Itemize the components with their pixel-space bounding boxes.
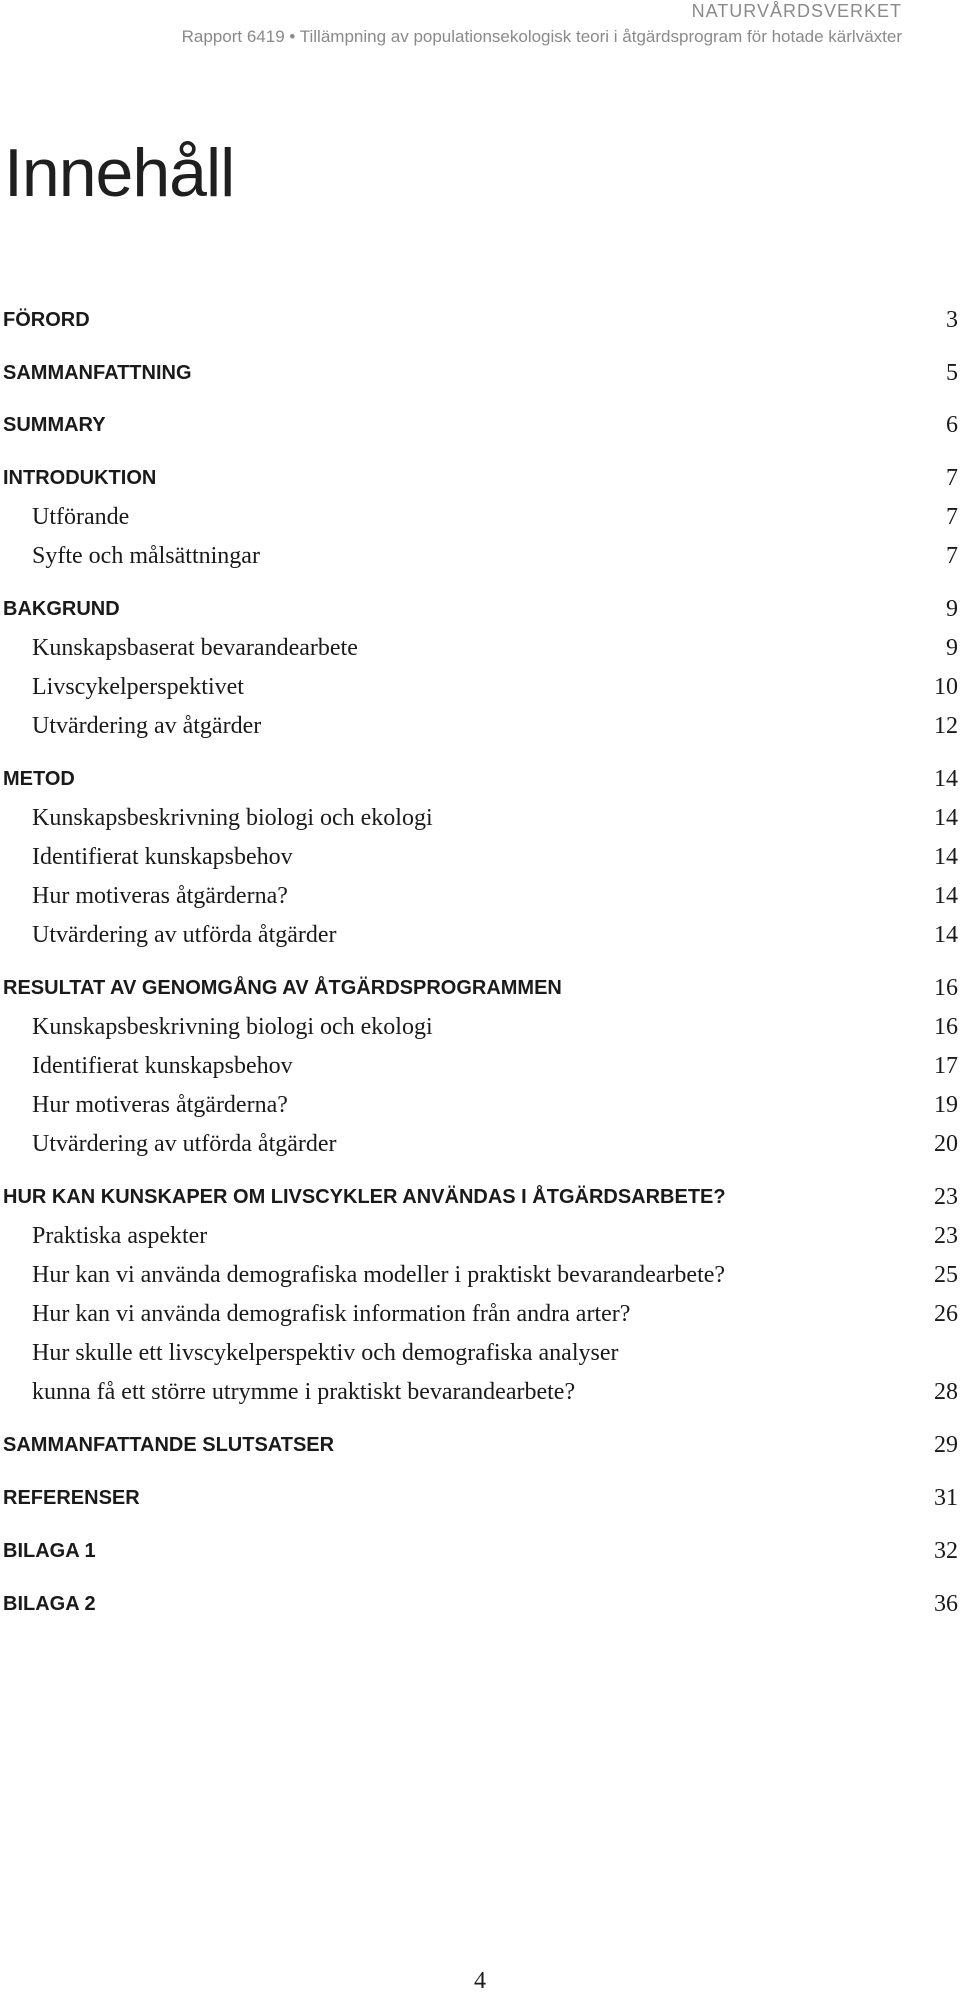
toc-section-entry [0,1428,960,1462]
toc-entry-page: 14 [934,805,958,831]
toc-entry-title: Praktiska aspekter [32,1223,208,1249]
toc-entry-title: Hur motiveras åtgärderna? [32,883,288,909]
toc-section-entry [0,303,960,337]
toc-subsection-entry [0,1375,960,1409]
toc-entry-page: 7 [946,543,958,569]
toc-entry-page: 26 [934,1301,958,1327]
toc-subsection-entry [0,1219,960,1253]
toc-section-entry [0,971,960,1005]
toc-subsection-entry [0,1127,960,1161]
page-header [182,0,902,52]
toc-section-entry [0,1534,960,1568]
toc-entry-title: Livscykelperspektivet [32,674,244,700]
toc-section-entry [0,1481,960,1515]
toc-entry-page: 32 [934,1538,958,1564]
toc-entry-page: 7 [946,465,958,491]
toc-subsection-entry [0,670,960,704]
toc-entry-title: HUR KAN KUNSKAPER OM LIVSCYKLER ANVÄNDAS I ÅTGÄRDSARBETE? [3,1186,726,1208]
toc-entry-page: 3 [946,307,958,333]
toc-subsection-entry [0,1049,960,1083]
toc-entry-page: 28 [934,1379,958,1405]
toc-subsection-entry [0,1297,960,1331]
toc-subsection-entry [0,879,960,913]
toc-section-entry [0,1180,960,1214]
toc-entry-title: Kunskapsbaserat bevarandearbete [32,635,358,661]
toc-entry-page: 20 [934,1131,958,1157]
toc-entry-page: 29 [934,1432,958,1458]
toc-subsection-entry [0,1336,960,1370]
toc-entry-title: Hur kan vi använda demografiska modeller i praktiskt bevarandearbete? [32,1262,726,1288]
toc-subsection-entry [0,801,960,835]
toc-entry-page: 14 [934,844,958,870]
toc-entry-page: 14 [934,766,958,792]
toc-subsection-entry [0,840,960,874]
page-number: 4 [474,1968,486,1994]
toc-entry-page: 14 [934,922,958,948]
toc-entry-title: Hur motiveras åtgärderna? [32,1092,288,1118]
toc-entry-page: 5 [946,360,958,386]
toc-entry-title: INTRODUKTION [3,467,157,489]
toc-section-entry [0,592,960,626]
toc-entry-title: RESULTAT AV GENOMGÅNG AV ÅTGÄRDSPROGRAMMEN [3,977,562,999]
toc-entry-title: REFERENSER [3,1487,140,1509]
toc-section-entry [0,356,960,390]
toc-subsection-entry [0,631,960,665]
toc-entry-page: 7 [946,504,958,530]
toc-entry-title: Kunskapsbeskrivning biologi och ekologi [32,805,433,831]
toc-subsection-entry [0,500,960,534]
toc-entry-title: BILAGA 2 [3,1593,96,1615]
organization-name: NATURVÅRDSVERKET [691,1,902,21]
toc-section-entry [0,1587,960,1621]
toc-entry-page: 23 [934,1184,958,1210]
report-title: Rapport 6419 • Tillämpning av populationsekologisk teori i åtgärdsprogram för hotade kärlväxter [181,27,902,46]
toc-entry-title: Utförande [32,504,130,530]
toc-entry-page: 10 [934,674,958,700]
toc-subsection-entry [0,918,960,952]
toc-entry-page: 16 [934,1014,958,1040]
toc-entry-page: 19 [934,1092,958,1118]
toc-entry-title: kunna få ett större utrymme i praktiskt bevarandearbete? [32,1379,576,1405]
toc-section-entry [0,408,960,442]
toc-entry-title: Utvärdering av utförda åtgärder [32,1131,337,1157]
toc-entry-page: 9 [946,596,958,622]
toc-subsection-entry [0,709,960,743]
toc-entry-title: BAKGRUND [3,598,120,620]
toc-section-entry [0,461,960,495]
toc-entry-page: 9 [946,635,958,661]
toc-entry-title: Hur skulle ett livscykelperspektiv och demografiska analyser [32,1340,619,1366]
toc-entry-title: Kunskapsbeskrivning biologi och ekologi [32,1014,433,1040]
toc-entry-title: Syfte och målsättningar [32,543,260,569]
toc-subsection-entry [0,1088,960,1122]
toc-entry-title: BILAGA 1 [3,1540,96,1562]
toc-entry-page: 16 [934,975,958,1001]
toc-subsection-entry [0,539,960,573]
toc-entry-title: SUMMARY [3,414,106,436]
toc-entry-page: 31 [934,1485,958,1511]
toc-entry-page: 6 [946,412,958,438]
toc-entry-title: SAMMANFATTANDE SLUTSATSER [3,1434,335,1456]
toc-entry-title: Utvärdering av åtgärder [32,713,262,739]
toc-entry-page: 14 [934,883,958,909]
toc-entry-page: 17 [934,1053,958,1079]
toc-entry-title: FÖRORD [3,309,90,331]
page-title: Innehåll [4,135,235,211]
toc-subsection-entry [0,1258,960,1292]
toc-entry-title: METOD [3,768,75,790]
toc-section-entry [0,762,960,796]
toc-subsection-entry [0,1010,960,1044]
toc-entry-title: Utvärdering av utförda åtgärder [32,922,337,948]
toc-entry-title: Identifierat kunskapsbehov [32,1053,293,1079]
toc-entry-page: 25 [934,1262,958,1288]
toc-entry-page: 23 [934,1223,958,1249]
toc-entry-title: SAMMANFATTNING [3,362,192,384]
toc-entry-title: Identifierat kunskapsbehov [32,844,293,870]
toc-entry-page: 12 [934,713,958,739]
toc-entry-page: 36 [934,1591,958,1617]
toc-entry-title: Hur kan vi använda demografisk information från andra arter? [32,1301,631,1327]
